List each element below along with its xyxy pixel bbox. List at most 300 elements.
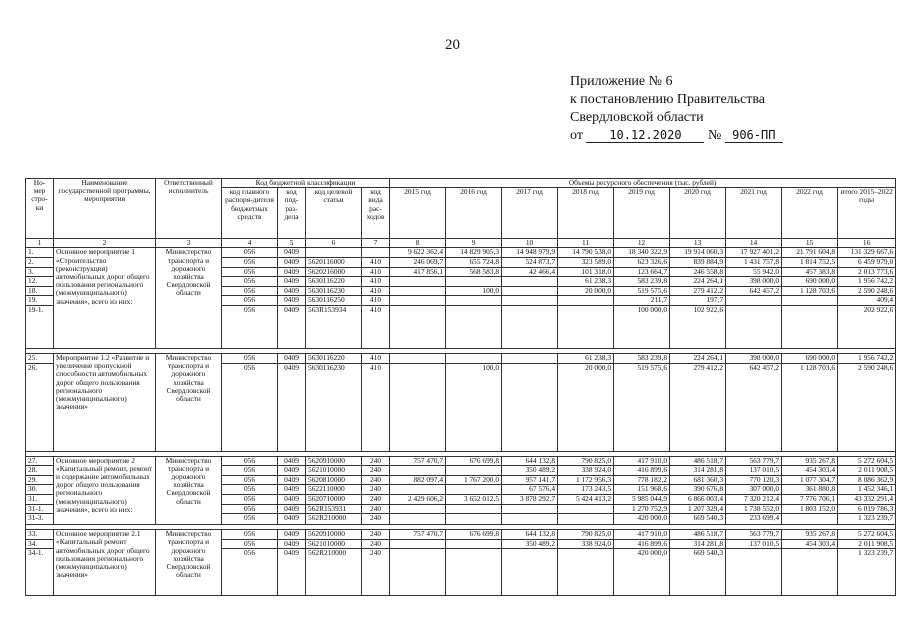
amount-cell (782, 514, 838, 525)
grbs-code: 056 (222, 549, 278, 596)
column-number: 5 (278, 239, 306, 248)
amount-cell: 3 652 012,5 (446, 494, 502, 504)
amount-cell: 1 452 346,1 (838, 485, 896, 495)
header-col-razdel: код под-раз-дела (278, 188, 306, 239)
amount-cell: 42 466,4 (502, 267, 558, 277)
subsection-code: 0409 (278, 539, 306, 549)
amount-cell: 6 459 979,0 (838, 258, 896, 268)
amount-cell: 307 000,0 (726, 485, 782, 495)
amount-cell (502, 296, 558, 306)
amount-cell (390, 485, 446, 495)
appendix-date-line (570, 127, 783, 145)
expense-code (362, 248, 390, 258)
amount-cell (446, 296, 502, 306)
header-year: 2018 год (558, 188, 614, 239)
grbs-code: 056 (222, 530, 278, 540)
amount-cell: 5 272 604,5 (838, 456, 896, 466)
column-number: 14 (726, 239, 782, 248)
grbs-code: 056 (222, 456, 278, 466)
amount-cell: 314 281,8 (670, 539, 726, 549)
amount-cell (726, 549, 782, 596)
column-number: 2 (54, 239, 156, 248)
header-year: 2020 год (670, 188, 726, 239)
amount-cell: 1 172 956,3 (558, 475, 614, 485)
target-code: 5620810000 (306, 475, 362, 485)
amount-cell: 224 264,1 (670, 353, 726, 363)
header-row (26, 179, 896, 188)
amount-cell: 6 019 786,3 (838, 504, 896, 514)
grbs-code: 056 (222, 258, 278, 268)
row-number: 19-1. (26, 305, 54, 348)
amount-cell: 416 899,6 (614, 466, 670, 476)
subsection-code: 0409 (278, 248, 306, 258)
expense-code: 240 (362, 466, 390, 476)
measure-name: Основное мероприятие 2 «Капитальный ремонт, ремонт и содержание автомобильных дорог общего пользования регионального (межмуниципального) значения», всего из них: (54, 456, 156, 525)
grbs-code: 056 (222, 494, 278, 504)
row-number: 34. (26, 539, 54, 549)
amount-cell: 101 318,0 (558, 267, 614, 277)
amount-cell: 655 724,8 (446, 258, 502, 268)
amount-cell: 61 238,3 (558, 353, 614, 363)
decree-number: 906-ПП (725, 128, 783, 143)
amount-cell: 67 576,4 (502, 485, 558, 495)
appendix-region: Свердловской области (570, 110, 704, 125)
header-year: 2019 год (614, 188, 670, 239)
table-row (26, 248, 896, 258)
amount-cell: 2 590 248,6 (838, 363, 896, 451)
expense-code: 240 (362, 475, 390, 485)
row-number: 25. (26, 353, 54, 363)
row-number: 31. (26, 494, 54, 504)
amount-cell (390, 539, 446, 549)
subsection-code: 0409 (278, 504, 306, 514)
amount-cell (558, 514, 614, 525)
amount-cell (390, 305, 446, 348)
column-number: 4 (222, 239, 278, 248)
grbs-code: 056 (222, 353, 278, 363)
target-code: 5620910000 (306, 456, 362, 466)
amount-cell: 2 429 606,2 (390, 494, 446, 504)
amount-cell: 417 910,0 (614, 456, 670, 466)
amount-cell (446, 549, 502, 596)
expense-code: 240 (362, 549, 390, 596)
amount-cell: 1 077 304,7 (782, 475, 838, 485)
amount-cell: 9 622 362,4 (390, 248, 446, 258)
amount-cell: 583 239,8 (614, 277, 670, 287)
column-number: 3 (156, 239, 222, 248)
amount-cell: 519 575,6 (614, 363, 670, 451)
amount-cell (446, 277, 502, 287)
amount-cell (446, 514, 502, 525)
grbs-code: 056 (222, 475, 278, 485)
amount-cell: 623 326,6 (614, 258, 670, 268)
amount-cell: 398 000,0 (726, 277, 782, 287)
amount-cell: 1 270 752,9 (614, 504, 670, 514)
amount-cell: 55 942,0 (726, 267, 782, 277)
row-number: 29. (26, 475, 54, 485)
amount-cell (390, 363, 446, 451)
amount-cell: 457 383,8 (782, 267, 838, 277)
grbs-code: 056 (222, 504, 278, 514)
amount-cell (390, 549, 446, 596)
amount-cell: 14 948 979,9 (502, 248, 558, 258)
decree-date: 10.12.2020 (586, 128, 704, 143)
amount-cell: 131 329 667,6 (838, 248, 896, 258)
amount-cell: 5 424 413,2 (558, 494, 614, 504)
amount-cell: 233 699,4 (726, 514, 782, 525)
subsection-code: 0409 (278, 286, 306, 296)
header-year: 2017 год (502, 188, 558, 239)
amount-cell: 1 767 200,0 (446, 475, 502, 485)
header-year: 2021 год (726, 188, 782, 239)
amount-cell: 642 457,2 (726, 286, 782, 296)
amount-cell (558, 305, 614, 348)
grbs-code: 056 (222, 248, 278, 258)
target-code: 5620116000 (306, 258, 362, 268)
amount-cell: 669 540,3 (670, 514, 726, 525)
amount-cell: 790 825,0 (558, 456, 614, 466)
amount-cell: 519 575,6 (614, 286, 670, 296)
amount-cell: 676 699,8 (446, 456, 502, 466)
header-resources: Объемы ресурсного обеспечения (тыс. рублей) (390, 179, 896, 188)
column-number: 8 (390, 239, 446, 248)
executor-name: Министерство транспорта и дорожного хозяйства Свердловской области (156, 530, 222, 596)
amount-cell: 1 128 703,6 (782, 286, 838, 296)
amount-cell: 681 360,3 (670, 475, 726, 485)
amount-cell: 246 558,8 (670, 267, 726, 277)
amount-cell: 669 540,3 (670, 549, 726, 596)
amount-cell (446, 485, 502, 495)
amount-cell: 778 182,2 (614, 475, 670, 485)
row-number: 31-3. (26, 514, 54, 525)
amount-cell: 102 922,6 (670, 305, 726, 348)
subsection-code: 0409 (278, 466, 306, 476)
amount-cell (558, 504, 614, 514)
column-number: 16 (838, 239, 896, 248)
subsection-code: 0409 (278, 475, 306, 485)
expense-code: 410 (362, 296, 390, 306)
amount-cell (782, 296, 838, 306)
appendix-ref: к постановлению Правительства (570, 92, 766, 107)
amount-cell: 7 320 212,4 (726, 494, 782, 504)
amount-cell: 279 412,2 (670, 286, 726, 296)
amount-cell: 151 968,6 (614, 485, 670, 495)
amount-cell: 1 956 742,2 (838, 277, 896, 287)
expense-code: 240 (362, 504, 390, 514)
amount-cell: 6 866 003,4 (670, 494, 726, 504)
amount-cell: 839 884,9 (670, 258, 726, 268)
amount-cell (502, 504, 558, 514)
amount-cell: 882 097,4 (390, 475, 446, 485)
amount-cell: 1 128 703,6 (782, 363, 838, 451)
column-numbers-row (26, 239, 896, 248)
appendix-block (570, 73, 783, 145)
target-code: 5630116250 (306, 296, 362, 306)
expense-code: 410 (362, 305, 390, 348)
expense-code: 410 (362, 286, 390, 296)
expense-code: 240 (362, 456, 390, 466)
amount-cell: 1 814 752,5 (782, 258, 838, 268)
header-row-num: Но-мер стро-ки (26, 179, 54, 239)
grbs-code: 056 (222, 363, 278, 451)
amount-cell: 5 272 604,5 (838, 530, 896, 540)
target-code: 5621010000 (306, 466, 362, 476)
subsection-code: 0409 (278, 530, 306, 540)
amount-cell: 757 470,7 (390, 530, 446, 540)
amount-cell: 8 086 362,9 (838, 475, 896, 485)
header-year: итого 2015–2022 годы (838, 188, 896, 239)
target-code: 5622110000 (306, 485, 362, 495)
amount-cell: 486 518,7 (670, 456, 726, 466)
target-code (306, 248, 362, 258)
amount-cell: 690 000,0 (782, 277, 838, 287)
number-label: № (707, 128, 722, 143)
amount-cell: 416 899,6 (614, 539, 670, 549)
amount-cell: 137 010,5 (726, 539, 782, 549)
header-executor: Ответственный исполнитель (156, 179, 222, 239)
column-number: 13 (670, 239, 726, 248)
amount-cell: 563 779,7 (726, 456, 782, 466)
amount-cell: 21 791 604,8 (782, 248, 838, 258)
target-code: 562R210000 (306, 514, 362, 525)
amount-cell (502, 305, 558, 348)
amount-cell (446, 353, 502, 363)
amount-cell: 390 676,8 (670, 485, 726, 495)
amount-cell: 19 914 060,3 (670, 248, 726, 258)
subsection-code: 0409 (278, 549, 306, 596)
amount-cell (390, 504, 446, 514)
amount-cell: 644 132,8 (502, 530, 558, 540)
amount-cell (390, 514, 446, 525)
subsection-code: 0409 (278, 485, 306, 495)
table-row (26, 353, 896, 363)
table-row (26, 530, 896, 540)
grbs-code: 056 (222, 485, 278, 495)
expense-code: 240 (362, 494, 390, 504)
amount-cell: 61 238,3 (558, 277, 614, 287)
amount-cell (502, 363, 558, 451)
row-number: 12. (26, 277, 54, 287)
amount-cell (726, 305, 782, 348)
amount-cell (502, 514, 558, 525)
amount-cell: 211,7 (614, 296, 670, 306)
amount-cell: 1 956 742,2 (838, 353, 896, 363)
row-number: 33. (26, 530, 54, 540)
amount-cell (558, 296, 614, 306)
grbs-code: 056 (222, 267, 278, 277)
subsection-code: 0409 (278, 258, 306, 268)
amount-cell: 20 000,0 (558, 363, 614, 451)
expense-code: 240 (362, 514, 390, 525)
header-col-target: код целевой статьи (306, 188, 362, 239)
grbs-code: 056 (222, 286, 278, 296)
amount-cell: 563 779,7 (726, 530, 782, 540)
expense-code: 410 (362, 277, 390, 287)
amount-cell: 644 132,8 (502, 456, 558, 466)
amount-cell (390, 286, 446, 296)
amount-cell (390, 277, 446, 287)
subsection-code: 0409 (278, 363, 306, 451)
target-code: 5620216000 (306, 267, 362, 277)
amount-cell (446, 305, 502, 348)
amount-cell: 350 489,2 (502, 539, 558, 549)
amount-cell: 18 340 322,9 (614, 248, 670, 258)
amount-cell: 173 243,5 (558, 485, 614, 495)
subsection-code: 0409 (278, 277, 306, 287)
amount-cell: 338 924,0 (558, 466, 614, 476)
amount-cell: 676 699,8 (446, 530, 502, 540)
amount-cell: 420 000,0 (614, 549, 670, 596)
target-code: 562R153931 (306, 504, 362, 514)
amount-cell: 338 924,0 (558, 539, 614, 549)
amount-cell: 420 000,0 (614, 514, 670, 525)
target-code: 5620710000 (306, 494, 362, 504)
amount-cell: 17 927 401,2 (726, 248, 782, 258)
amount-cell: 454 303,4 (782, 466, 838, 476)
amount-cell: 197,7 (670, 296, 726, 306)
amount-cell: 1 738 552,0 (726, 504, 782, 514)
target-code: 5620910000 (306, 530, 362, 540)
amount-cell: 202 922,6 (838, 305, 896, 348)
amount-cell: 123 664,7 (614, 267, 670, 277)
header-name: Наименование государственной программы, мероприятия (54, 179, 156, 239)
amount-cell: 5 985 044,9 (614, 494, 670, 504)
subsection-code: 0409 (278, 305, 306, 348)
grbs-code: 056 (222, 277, 278, 287)
amount-cell: 2 590 248,6 (838, 286, 896, 296)
column-number: 15 (782, 239, 838, 248)
column-number: 1 (26, 239, 54, 248)
target-code: 5630116230 (306, 363, 362, 451)
grbs-code: 056 (222, 466, 278, 476)
expense-code: 240 (362, 485, 390, 495)
grbs-code: 056 (222, 539, 278, 549)
from-label: от (570, 128, 583, 143)
target-code: 562R210000 (306, 549, 362, 596)
amount-cell: 14 790 538,0 (558, 248, 614, 258)
amount-cell (390, 353, 446, 363)
expense-code: 410 (362, 353, 390, 363)
expense-code: 240 (362, 539, 390, 549)
measure-name: Мероприятие 1.2 «Развитие и увеличение пропускной способности автомобильных дорог общего пользования регионального (межмуниципального) значения» (54, 353, 156, 451)
row-number: 34-1. (26, 549, 54, 596)
amount-cell: 43 332 291,4 (838, 494, 896, 504)
row-number: 30. (26, 485, 54, 495)
row-number: 26. (26, 363, 54, 451)
header-year: 2015 год (390, 188, 446, 239)
amount-cell: 14 829 905,3 (446, 248, 502, 258)
grbs-code: 056 (222, 514, 278, 525)
amount-cell: 398 000,0 (726, 353, 782, 363)
column-number: 7 (362, 239, 390, 248)
amount-cell: 935 267,8 (782, 456, 838, 466)
amount-cell: 583 239,8 (614, 353, 670, 363)
amount-cell: 957 141,7 (502, 475, 558, 485)
column-number: 11 (558, 239, 614, 248)
amount-cell: 690 000,0 (782, 353, 838, 363)
amount-cell: 3 878 292,7 (502, 494, 558, 504)
subsection-code: 0409 (278, 296, 306, 306)
amount-cell: 2 011 908,5 (838, 466, 896, 476)
amount-cell: 100,0 (446, 286, 502, 296)
target-code: 5621010000 (306, 539, 362, 549)
column-number: 10 (502, 239, 558, 248)
subsection-code: 0409 (278, 514, 306, 525)
subsection-code: 0409 (278, 456, 306, 466)
header-col-vid: код вида рас-ходов (362, 188, 390, 239)
page-number: 20 (445, 37, 460, 53)
amount-cell: 417 910,0 (614, 530, 670, 540)
amount-cell: 350 489,2 (502, 466, 558, 476)
row-number: 3. (26, 267, 54, 277)
row-number: 2. (26, 258, 54, 268)
expense-code: 410 (362, 258, 390, 268)
amount-cell: 486 518,7 (670, 530, 726, 540)
subsection-code: 0409 (278, 494, 306, 504)
header-year: 2016 год (446, 188, 502, 239)
executor-name: Министерство транспорта и дорожного хозяйства Свердловской области (156, 353, 222, 451)
target-code: 563R153934 (306, 305, 362, 348)
amount-cell (502, 286, 558, 296)
amount-cell (558, 549, 614, 596)
amount-cell: 770 120,3 (726, 475, 782, 485)
row-number: 31-1. (26, 504, 54, 514)
amount-cell (446, 504, 502, 514)
header-col-grbs: код главного распоря-дителя бюджетных средств (222, 188, 278, 239)
amount-cell: 7 776 706,1 (782, 494, 838, 504)
row-number: 19. (26, 296, 54, 306)
amount-cell: 246 069,7 (390, 258, 446, 268)
amount-cell: 454 303,4 (782, 539, 838, 549)
amount-cell (726, 296, 782, 306)
amount-cell (390, 296, 446, 306)
header-budget-codes: Код бюджетной классификации (222, 179, 390, 188)
amount-cell (446, 466, 502, 476)
target-code: 5630116230 (306, 286, 362, 296)
table-row (26, 456, 896, 466)
target-code: 5630116220 (306, 277, 362, 287)
column-number: 9 (446, 239, 502, 248)
column-number: 6 (306, 239, 362, 248)
target-code: 5630116220 (306, 353, 362, 363)
amount-cell: 935 267,8 (782, 530, 838, 540)
amount-cell: 1 803 152,0 (782, 504, 838, 514)
amount-cell: 100,0 (446, 363, 502, 451)
amount-cell: 20 000,0 (558, 286, 614, 296)
amount-cell: 2 011 908,5 (838, 539, 896, 549)
amount-cell: 409,4 (838, 296, 896, 306)
measure-name: Основное мероприятие 1 «Строительство (реконструкция) автомобильных дорог общего пользования регионального (межмуниципального) значения», всего из них: (54, 248, 156, 349)
amount-cell: 224 264,1 (670, 277, 726, 287)
amount-cell: 314 281,8 (670, 466, 726, 476)
amount-cell: 1 323 239,7 (838, 514, 896, 525)
amount-cell (782, 305, 838, 348)
expense-code: 410 (362, 267, 390, 277)
resource-table (25, 178, 896, 596)
grbs-code: 056 (222, 305, 278, 348)
amount-cell (502, 353, 558, 363)
subsection-code: 0409 (278, 267, 306, 277)
row-number: 1. (26, 248, 54, 258)
row-number: 28. (26, 466, 54, 476)
amount-cell: 790 825,0 (558, 530, 614, 540)
amount-cell: 100 000,0 (614, 305, 670, 348)
grbs-code: 056 (222, 296, 278, 306)
row-number: 27. (26, 456, 54, 466)
amount-cell: 2 013 773,6 (838, 267, 896, 277)
executor-name: Министерство транспорта и дорожного хозяйства Свердловской области (156, 456, 222, 525)
appendix-title: Приложение № 6 (570, 74, 673, 89)
